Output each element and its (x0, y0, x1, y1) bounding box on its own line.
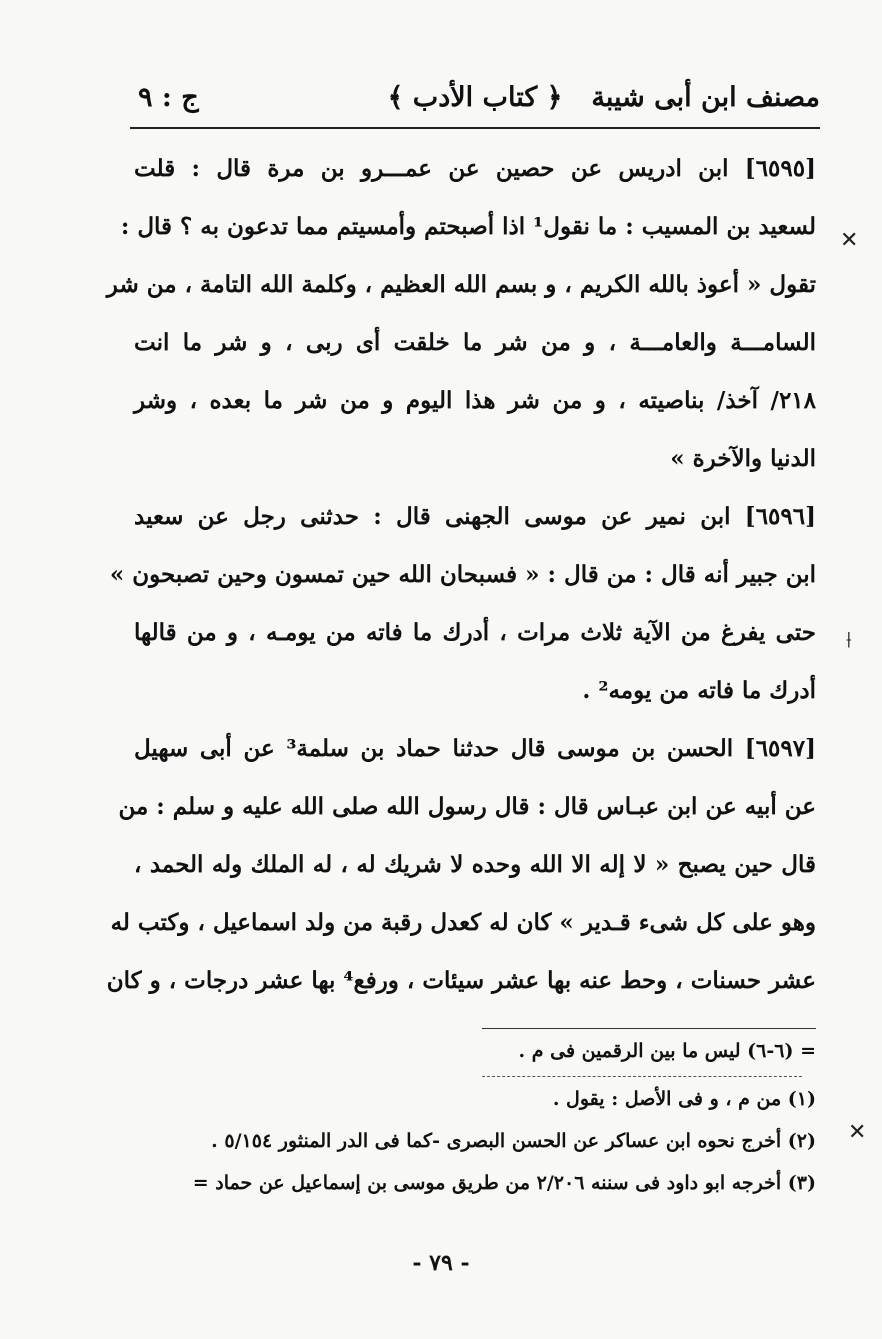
text-line: عشر حسنات ، وحط عنه بها عشر سيئات ، ورفع⁴ بها عشر درجات ، و كان (106, 967, 816, 994)
footnote: = (٦-٦) ليس ما بين الرقمين فى م . (518, 1040, 816, 1062)
text-line: قال حين يصبح « لا إله الا الله وحده لا شريك له ، له الملك وله الحمد ، (134, 851, 816, 878)
footnote-rule (482, 1028, 816, 1029)
main-text (106, 140, 817, 1010)
footnote: (٣) أخرجه ابو داود فى سننه ٢/٢٠٦ من طريق موسى بن إسماعيل عن حماد = (192, 1172, 816, 1194)
text-line: تقول « أعوذ بالله الكريم ، و بسم الله العظيم ، وكلمة الله التامة ، من شر (106, 271, 816, 298)
volume-number: ج : ٩ (138, 82, 199, 113)
footnotes (134, 1030, 816, 1204)
book-title: مصنف ابن أبى شيبة (591, 82, 820, 113)
text-line: السامـــة والعامـــة ، و من شر ما خلقت أى ربى ، و شر ما انت (134, 329, 816, 356)
text-line: حتى يفرغ من الآية ثلاث مرات ، أدرك ما فاته من يومـه ، و من قالها (134, 619, 816, 646)
text-line: [٦٥٩٦] ابن نمير عن موسى الجهنى قال : حدثنى رجل عن سعيد (134, 503, 816, 530)
text-line: أدرك ما فاته من يومه² . (582, 677, 816, 704)
text-line: لسعيد بن المسيب : ما نقول¹ اذا أصبحتم وأمسيتم مما تدعون به ؟ قال : (120, 213, 816, 240)
text-line: ٢١٨/ آخذ/ بناصيته ، و من شر هذا اليوم و من شر ما بعده ، وشر (134, 387, 816, 414)
margin-mark-icon: ✕ (840, 228, 859, 253)
text-line: [٦٥٩٥] ابن ادريس عن حصين عن عمـــرو بن مرة قال : قلت (134, 155, 816, 182)
text-line: عن أبيه عن ابن عبـاس قال : قال رسول الله صلى الله عليه و سلم : من (118, 793, 816, 820)
margin-mark-icon: ✕ (848, 1120, 867, 1145)
text-line: الدنيا والآخرة » (670, 445, 816, 472)
text-line: ابن جبير أنه قال : من قال : « فسبحان الله حين تمسون وحين تصبحون » (109, 561, 816, 588)
footnote: (١) من م ، و فى الأصل : يقول . (552, 1088, 816, 1110)
header-rule (130, 127, 820, 129)
text-line: وهو على كل شىء قـدير » كان له كعدل رقبة من ولد اسماعيل ، وكتب له (110, 909, 816, 936)
footnote: (٢) أخرج نحوه ابن عساكر عن الحسن البصرى -كما فى الدر المنثور ٥/١٥٤ . (211, 1130, 816, 1152)
margin-mark-icon: ⟊ (846, 628, 852, 653)
text-line: [٦٥٩٧] الحسن بن موسى قال حدثنا حماد بن سلمة³ عن أبى سهيل (134, 735, 817, 762)
chapter-title: ﴿ كتاب الأدب ﴾ (387, 82, 563, 113)
page-number: - ٧٩ - (412, 1250, 470, 1276)
running-header (130, 78, 820, 124)
